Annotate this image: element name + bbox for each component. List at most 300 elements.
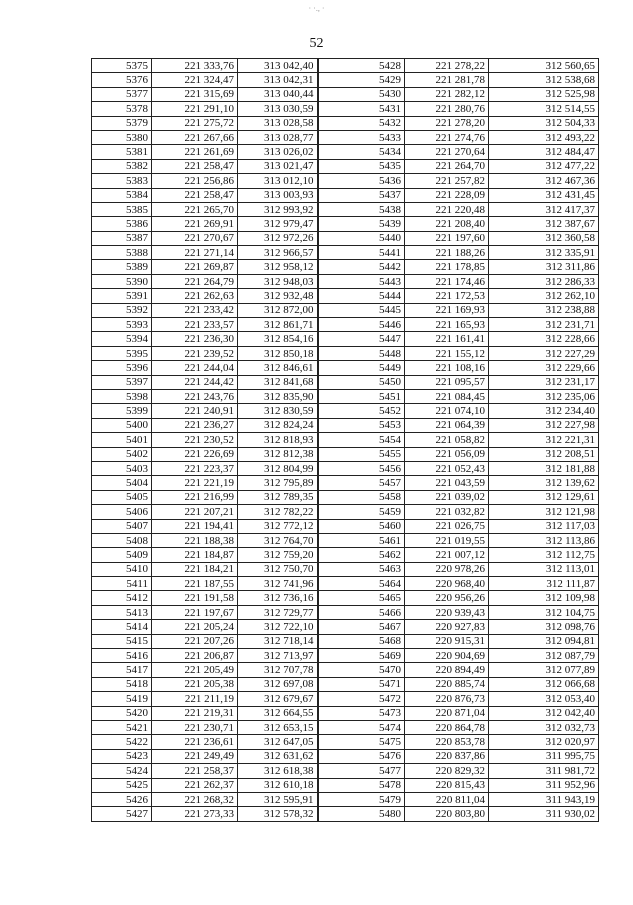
y-coordinate-left: 312 595,91: [238, 792, 318, 806]
x-coordinate-right: 220 853,78: [405, 735, 489, 749]
table-row: [92, 591, 599, 605]
point-number-right: 5457: [318, 476, 405, 490]
y-coordinate-left: 312 824,24: [238, 418, 318, 432]
point-number-right: 5434: [318, 145, 405, 159]
x-coordinate-right: 220 803,80: [405, 807, 489, 821]
point-number-left: 5425: [92, 778, 152, 792]
point-number-left: 5397: [92, 375, 152, 389]
scan-marks: · ·., ·: [308, 4, 325, 13]
y-coordinate-left: 312 972,26: [238, 231, 318, 245]
point-number-left: 5386: [92, 217, 152, 231]
y-coordinate-left: 312 979,47: [238, 217, 318, 231]
y-coordinate-right: 312 087,79: [489, 649, 599, 663]
x-coordinate-right: 220 871,04: [405, 706, 489, 720]
x-coordinate-left: 221 243,76: [152, 389, 238, 403]
x-coordinate-right: 221 274,76: [405, 130, 489, 144]
x-coordinate-left: 221 315,69: [152, 87, 238, 101]
page-number: 52: [309, 36, 324, 51]
point-number-left: 5420: [92, 706, 152, 720]
point-number-left: 5399: [92, 404, 152, 418]
point-number-right: 5449: [318, 361, 405, 375]
y-coordinate-left: 313 040,44: [238, 87, 318, 101]
y-coordinate-left: 313 042,40: [238, 59, 318, 73]
x-coordinate-left: 221 236,30: [152, 332, 238, 346]
x-coordinate-right: 220 837,86: [405, 749, 489, 763]
table-row: [92, 519, 599, 533]
x-coordinate-right: 220 811,04: [405, 792, 489, 806]
y-coordinate-right: 312 538,68: [489, 73, 599, 87]
x-coordinate-left: 221 205,24: [152, 620, 238, 634]
table-row: [92, 202, 599, 216]
y-coordinate-left: 312 772,12: [238, 519, 318, 533]
y-coordinate-right: 312 467,36: [489, 174, 599, 188]
point-number-left: 5424: [92, 764, 152, 778]
point-number-left: 5395: [92, 346, 152, 360]
table-row: [92, 102, 599, 116]
point-number-right: 5446: [318, 318, 405, 332]
y-coordinate-right: 312 238,88: [489, 303, 599, 317]
table-row: [92, 807, 599, 821]
coordinates-table-body: [92, 59, 599, 822]
y-coordinate-left: 312 653,15: [238, 720, 318, 734]
point-number-right: 5472: [318, 692, 405, 706]
x-coordinate-left: 221 223,37: [152, 461, 238, 475]
x-coordinate-left: 221 291,10: [152, 102, 238, 116]
point-number-left: 5412: [92, 591, 152, 605]
point-number-right: 5430: [318, 87, 405, 101]
point-number-left: 5408: [92, 533, 152, 547]
table-row: [92, 231, 599, 245]
y-coordinate-right: 312 514,55: [489, 102, 599, 116]
y-coordinate-right: 312 525,98: [489, 87, 599, 101]
x-coordinate-left: 221 211,19: [152, 692, 238, 706]
table-row: [92, 476, 599, 490]
x-coordinate-right: 221 188,26: [405, 246, 489, 260]
table-row: [92, 346, 599, 360]
point-number-right: 5428: [318, 59, 405, 73]
x-coordinate-left: 221 216,99: [152, 490, 238, 504]
point-number-right: 5477: [318, 764, 405, 778]
point-number-left: 5383: [92, 174, 152, 188]
y-coordinate-left: 312 850,18: [238, 346, 318, 360]
x-coordinate-right: 220 927,83: [405, 620, 489, 634]
x-coordinate-left: 221 221,19: [152, 476, 238, 490]
y-coordinate-right: 312 311,86: [489, 260, 599, 274]
point-number-left: 5394: [92, 332, 152, 346]
point-number-right: 5470: [318, 663, 405, 677]
y-coordinate-left: 312 741,96: [238, 577, 318, 591]
y-coordinate-left: 312 631,62: [238, 749, 318, 763]
y-coordinate-left: 312 818,93: [238, 433, 318, 447]
x-coordinate-right: 221 278,22: [405, 59, 489, 73]
x-coordinate-left: 221 269,91: [152, 217, 238, 231]
point-number-left: 5376: [92, 73, 152, 87]
table-row: [92, 260, 599, 274]
table-row: [92, 649, 599, 663]
table-row: [92, 87, 599, 101]
point-number-left: 5422: [92, 735, 152, 749]
x-coordinate-left: 221 271,14: [152, 246, 238, 260]
y-coordinate-right: 312 431,45: [489, 188, 599, 202]
point-number-right: 5453: [318, 418, 405, 432]
y-coordinate-right: 312 360,58: [489, 231, 599, 245]
table-row: [92, 73, 599, 87]
x-coordinate-left: 221 258,47: [152, 188, 238, 202]
x-coordinate-left: 221 264,79: [152, 274, 238, 288]
x-coordinate-right: 221 178,85: [405, 260, 489, 274]
point-number-right: 5464: [318, 577, 405, 591]
x-coordinate-right: 221 056,09: [405, 447, 489, 461]
point-number-left: 5417: [92, 663, 152, 677]
x-coordinate-right: 221 197,60: [405, 231, 489, 245]
point-number-right: 5436: [318, 174, 405, 188]
table-row: [92, 505, 599, 519]
y-coordinate-left: 312 610,18: [238, 778, 318, 792]
y-coordinate-right: 312 262,10: [489, 289, 599, 303]
y-coordinate-right: 312 139,62: [489, 476, 599, 490]
y-coordinate-left: 312 782,22: [238, 505, 318, 519]
x-coordinate-left: 221 184,21: [152, 562, 238, 576]
point-number-right: 5442: [318, 260, 405, 274]
table-row: [92, 792, 599, 806]
table-row: [92, 159, 599, 173]
x-coordinate-right: 220 978,26: [405, 562, 489, 576]
y-coordinate-left: 313 021,47: [238, 159, 318, 173]
point-number-right: 5448: [318, 346, 405, 360]
y-coordinate-right: 312 129,61: [489, 490, 599, 504]
x-coordinate-right: 221 095,57: [405, 375, 489, 389]
point-number-left: 5377: [92, 87, 152, 101]
x-coordinate-right: 220 956,26: [405, 591, 489, 605]
point-number-right: 5468: [318, 634, 405, 648]
y-coordinate-left: 312 697,08: [238, 677, 318, 691]
y-coordinate-left: 313 026,02: [238, 145, 318, 159]
point-number-left: 5404: [92, 476, 152, 490]
y-coordinate-right: 311 930,02: [489, 807, 599, 821]
point-number-left: 5375: [92, 59, 152, 73]
x-coordinate-left: 221 265,70: [152, 202, 238, 216]
point-number-right: 5443: [318, 274, 405, 288]
y-coordinate-left: 313 030,59: [238, 102, 318, 116]
y-coordinate-right: 312 221,31: [489, 433, 599, 447]
y-coordinate-right: 312 504,33: [489, 116, 599, 130]
table-row: [92, 433, 599, 447]
x-coordinate-right: 221 039,02: [405, 490, 489, 504]
y-coordinate-right: 312 121,98: [489, 505, 599, 519]
table-row: [92, 361, 599, 375]
x-coordinate-left: 221 275,72: [152, 116, 238, 130]
y-coordinate-right: 311 943,19: [489, 792, 599, 806]
y-coordinate-right: 312 560,65: [489, 59, 599, 73]
point-number-right: 5456: [318, 461, 405, 475]
x-coordinate-right: 220 864,78: [405, 720, 489, 734]
y-coordinate-left: 313 028,77: [238, 130, 318, 144]
table-row: [92, 720, 599, 734]
table-row: [92, 634, 599, 648]
point-number-left: 5401: [92, 433, 152, 447]
table-row: [92, 274, 599, 288]
y-coordinate-left: 312 759,20: [238, 548, 318, 562]
x-coordinate-left: 221 191,58: [152, 591, 238, 605]
point-number-right: 5429: [318, 73, 405, 87]
table-row: [92, 577, 599, 591]
table-row: [92, 116, 599, 130]
point-number-right: 5474: [318, 720, 405, 734]
table-row: [92, 692, 599, 706]
point-number-left: 5387: [92, 231, 152, 245]
point-number-right: 5476: [318, 749, 405, 763]
table-row: [92, 389, 599, 403]
y-coordinate-right: 312 066,68: [489, 677, 599, 691]
x-coordinate-right: 221 026,75: [405, 519, 489, 533]
y-coordinate-right: 312 181,88: [489, 461, 599, 475]
table-row: [92, 735, 599, 749]
y-coordinate-left: 312 722,10: [238, 620, 318, 634]
x-coordinate-right: 221 108,16: [405, 361, 489, 375]
y-coordinate-left: 312 993,92: [238, 202, 318, 216]
y-coordinate-left: 312 764,70: [238, 533, 318, 547]
point-number-right: 5444: [318, 289, 405, 303]
x-coordinate-left: 221 188,38: [152, 533, 238, 547]
table-row: [92, 174, 599, 188]
x-coordinate-right: 221 165,93: [405, 318, 489, 332]
y-coordinate-right: 311 995,75: [489, 749, 599, 763]
x-coordinate-right: 221 032,82: [405, 505, 489, 519]
x-coordinate-left: 221 230,71: [152, 720, 238, 734]
y-coordinate-right: 312 112,75: [489, 548, 599, 562]
point-number-left: 5379: [92, 116, 152, 130]
point-number-left: 5400: [92, 418, 152, 432]
point-number-left: 5392: [92, 303, 152, 317]
y-coordinate-left: 313 003,93: [238, 188, 318, 202]
x-coordinate-right: 221 052,43: [405, 461, 489, 475]
point-number-left: 5416: [92, 649, 152, 663]
y-coordinate-left: 312 795,89: [238, 476, 318, 490]
x-coordinate-left: 221 194,41: [152, 519, 238, 533]
point-number-left: 5411: [92, 577, 152, 591]
point-number-right: 5441: [318, 246, 405, 260]
point-number-left: 5385: [92, 202, 152, 216]
table-row: [92, 764, 599, 778]
x-coordinate-left: 221 268,32: [152, 792, 238, 806]
y-coordinate-right: 312 042,40: [489, 706, 599, 720]
x-coordinate-left: 221 273,33: [152, 807, 238, 821]
x-coordinate-left: 221 244,42: [152, 375, 238, 389]
table-row: [92, 677, 599, 691]
table-row: [92, 778, 599, 792]
point-number-right: 5445: [318, 303, 405, 317]
point-number-left: 5421: [92, 720, 152, 734]
y-coordinate-left: 312 578,32: [238, 807, 318, 821]
point-number-right: 5465: [318, 591, 405, 605]
y-coordinate-left: 312 835,90: [238, 389, 318, 403]
x-coordinate-left: 221 258,37: [152, 764, 238, 778]
coordinates-table: [91, 58, 599, 822]
y-coordinate-right: 312 228,66: [489, 332, 599, 346]
x-coordinate-right: 221 270,64: [405, 145, 489, 159]
x-coordinate-right: 221 174,46: [405, 274, 489, 288]
point-number-right: 5479: [318, 792, 405, 806]
x-coordinate-right: 221 280,76: [405, 102, 489, 116]
x-coordinate-right: 220 894,49: [405, 663, 489, 677]
table-row: [92, 188, 599, 202]
x-coordinate-right: 221 282,12: [405, 87, 489, 101]
y-coordinate-left: 313 028,58: [238, 116, 318, 130]
point-number-left: 5427: [92, 807, 152, 821]
point-number-right: 5467: [318, 620, 405, 634]
y-coordinate-left: 312 958,12: [238, 260, 318, 274]
x-coordinate-right: 220 939,43: [405, 605, 489, 619]
x-coordinate-left: 221 233,57: [152, 318, 238, 332]
table-row: [92, 318, 599, 332]
point-number-left: 5415: [92, 634, 152, 648]
point-number-right: 5475: [318, 735, 405, 749]
x-coordinate-left: 221 249,49: [152, 749, 238, 763]
x-coordinate-right: 221 161,41: [405, 332, 489, 346]
point-number-right: 5432: [318, 116, 405, 130]
table-row: [92, 217, 599, 231]
x-coordinate-right: 220 876,73: [405, 692, 489, 706]
x-coordinate-right: 221 220,48: [405, 202, 489, 216]
x-coordinate-left: 221 240,91: [152, 404, 238, 418]
x-coordinate-right: 220 885,74: [405, 677, 489, 691]
y-coordinate-right: 312 234,40: [489, 404, 599, 418]
point-number-left: 5378: [92, 102, 152, 116]
y-coordinate-right: 311 981,72: [489, 764, 599, 778]
point-number-left: 5418: [92, 677, 152, 691]
x-coordinate-right: 221 058,82: [405, 433, 489, 447]
point-number-right: 5469: [318, 649, 405, 663]
x-coordinate-left: 221 230,52: [152, 433, 238, 447]
point-number-right: 5440: [318, 231, 405, 245]
table-row: [92, 490, 599, 504]
point-number-left: 5393: [92, 318, 152, 332]
point-number-right: 5431: [318, 102, 405, 116]
y-coordinate-right: 312 094,81: [489, 634, 599, 648]
x-coordinate-right: 221 172,53: [405, 289, 489, 303]
point-number-left: 5381: [92, 145, 152, 159]
point-number-right: 5473: [318, 706, 405, 720]
table-row: [92, 289, 599, 303]
y-coordinate-left: 312 854,16: [238, 332, 318, 346]
x-coordinate-left: 221 262,37: [152, 778, 238, 792]
table-row: [92, 59, 599, 73]
point-number-right: 5433: [318, 130, 405, 144]
point-number-left: 5405: [92, 490, 152, 504]
x-coordinate-right: 221 043,59: [405, 476, 489, 490]
y-coordinate-left: 312 713,97: [238, 649, 318, 663]
x-coordinate-left: 221 236,61: [152, 735, 238, 749]
table-row: [92, 620, 599, 634]
point-number-right: 5437: [318, 188, 405, 202]
point-number-left: 5382: [92, 159, 152, 173]
x-coordinate-left: 221 267,66: [152, 130, 238, 144]
x-coordinate-right: 221 278,20: [405, 116, 489, 130]
x-coordinate-left: 221 236,27: [152, 418, 238, 432]
point-number-right: 5451: [318, 389, 405, 403]
x-coordinate-left: 221 197,67: [152, 605, 238, 619]
x-coordinate-left: 221 207,21: [152, 505, 238, 519]
point-number-left: 5390: [92, 274, 152, 288]
point-number-left: 5380: [92, 130, 152, 144]
x-coordinate-left: 221 187,55: [152, 577, 238, 591]
point-number-left: 5389: [92, 260, 152, 274]
table-row: [92, 145, 599, 159]
x-coordinate-left: 221 244,04: [152, 361, 238, 375]
point-number-left: 5413: [92, 605, 152, 619]
y-coordinate-right: 312 229,66: [489, 361, 599, 375]
table-row: [92, 663, 599, 677]
x-coordinate-left: 221 206,87: [152, 649, 238, 663]
table-row: [92, 303, 599, 317]
table-row: [92, 749, 599, 763]
x-coordinate-left: 221 239,52: [152, 346, 238, 360]
table-row: [92, 404, 599, 418]
y-coordinate-right: 312 109,98: [489, 591, 599, 605]
table-row: [92, 461, 599, 475]
y-coordinate-left: 312 718,14: [238, 634, 318, 648]
y-coordinate-right: 312 111,87: [489, 577, 599, 591]
x-coordinate-right: 220 968,40: [405, 577, 489, 591]
y-coordinate-right: 312 335,91: [489, 246, 599, 260]
point-number-left: 5409: [92, 548, 152, 562]
y-coordinate-left: 312 966,57: [238, 246, 318, 260]
x-coordinate-left: 221 270,67: [152, 231, 238, 245]
x-coordinate-left: 221 333,76: [152, 59, 238, 73]
x-coordinate-right: 221 007,12: [405, 548, 489, 562]
point-number-left: 5384: [92, 188, 152, 202]
point-number-right: 5480: [318, 807, 405, 821]
x-coordinate-right: 221 064,39: [405, 418, 489, 432]
y-coordinate-right: 312 231,17: [489, 375, 599, 389]
y-coordinate-right: 312 020,97: [489, 735, 599, 749]
x-coordinate-right: 220 904,69: [405, 649, 489, 663]
x-coordinate-right: 221 264,70: [405, 159, 489, 173]
y-coordinate-right: 312 117,03: [489, 519, 599, 533]
point-number-left: 5426: [92, 792, 152, 806]
y-coordinate-left: 312 618,38: [238, 764, 318, 778]
y-coordinate-left: 312 707,78: [238, 663, 318, 677]
y-coordinate-right: 312 417,37: [489, 202, 599, 216]
point-number-left: 5396: [92, 361, 152, 375]
point-number-right: 5454: [318, 433, 405, 447]
point-number-left: 5419: [92, 692, 152, 706]
x-coordinate-left: 221 256,86: [152, 174, 238, 188]
y-coordinate-right: 312 208,51: [489, 447, 599, 461]
x-coordinate-left: 221 226,69: [152, 447, 238, 461]
x-coordinate-right: 220 815,43: [405, 778, 489, 792]
x-coordinate-left: 221 324,47: [152, 73, 238, 87]
point-number-right: 5461: [318, 533, 405, 547]
table-row: [92, 562, 599, 576]
y-coordinate-right: 312 477,22: [489, 159, 599, 173]
table-row: [92, 332, 599, 346]
y-coordinate-left: 312 647,05: [238, 735, 318, 749]
y-coordinate-right: 312 227,98: [489, 418, 599, 432]
point-number-left: 5403: [92, 461, 152, 475]
table-row: [92, 533, 599, 547]
y-coordinate-left: 312 804,99: [238, 461, 318, 475]
y-coordinate-left: 312 846,61: [238, 361, 318, 375]
y-coordinate-left: 312 932,48: [238, 289, 318, 303]
point-number-left: 5407: [92, 519, 152, 533]
y-coordinate-left: 312 812,38: [238, 447, 318, 461]
y-coordinate-right: 312 493,22: [489, 130, 599, 144]
x-coordinate-right: 221 169,93: [405, 303, 489, 317]
y-coordinate-right: 312 227,29: [489, 346, 599, 360]
x-coordinate-right: 221 281,78: [405, 73, 489, 87]
y-coordinate-left: 313 012,10: [238, 174, 318, 188]
